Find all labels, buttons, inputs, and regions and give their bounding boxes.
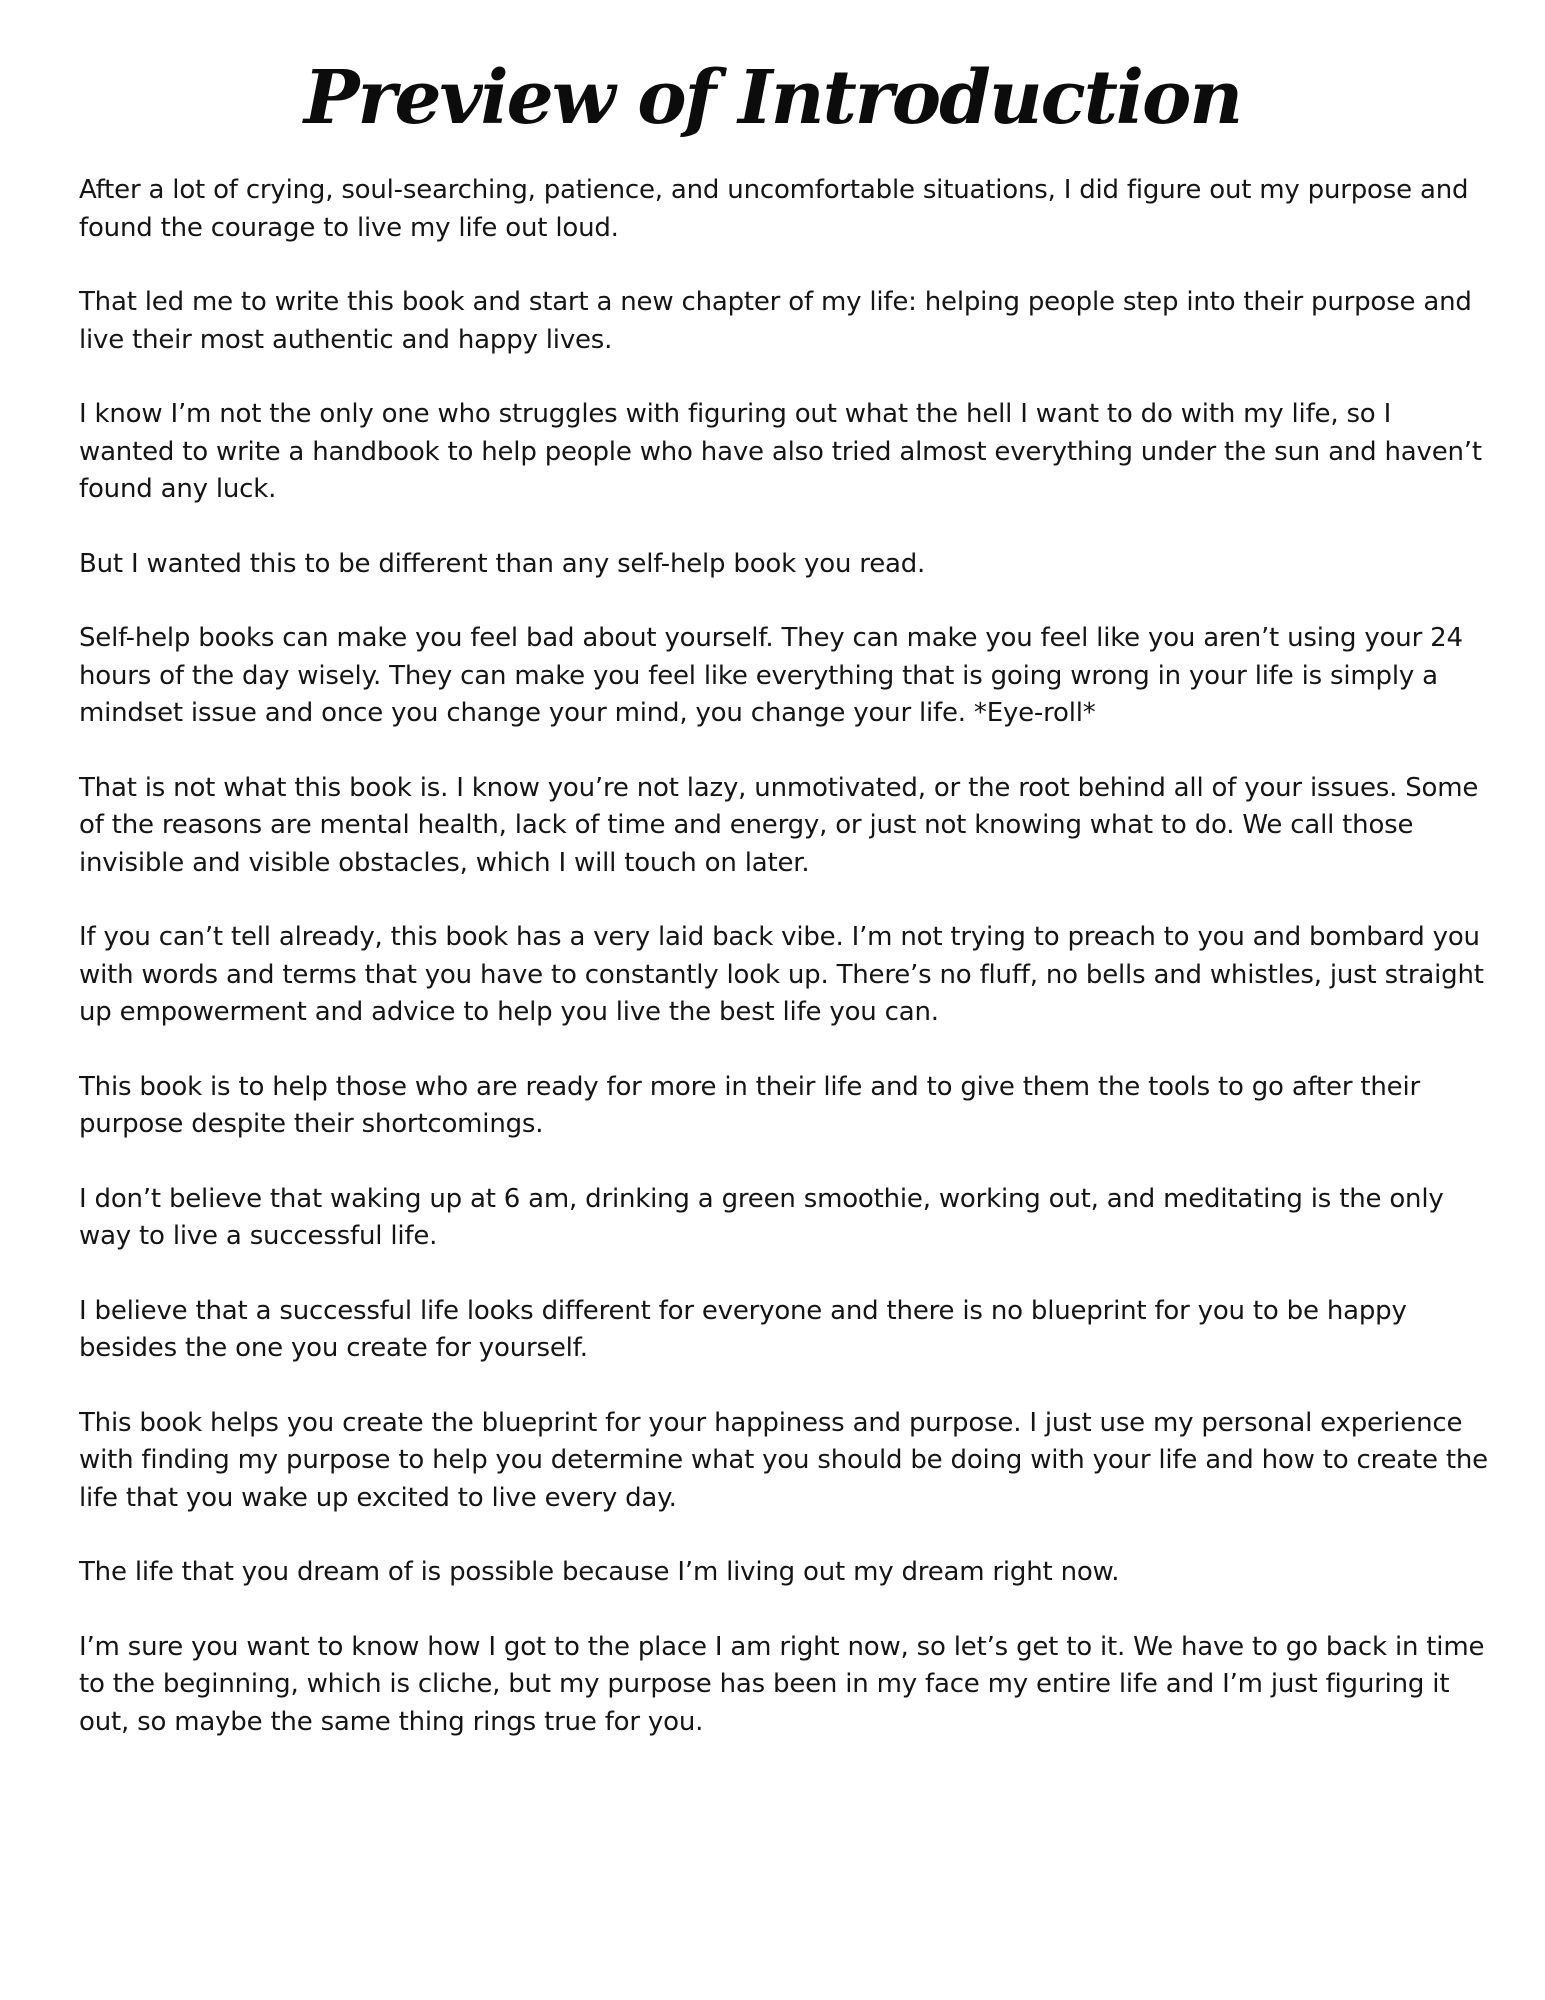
paragraph-6: That is not what this book is. I know you’re not lazy, unmotivated, or the root behind all of your issues. Some of the reasons are mental health, lack of time and energy, or just not knowing what to do. We call those invisible and visible obstacles, which I will touch on later.	[79, 772, 1479, 878]
paragraph-9: I don’t believe that waking up at 6 am, drinking a green smoothie, working out, and meditating is the only way to live a successful life.	[79, 1183, 1444, 1251]
paragraph-12: The life that you dream of is possible because I’m living out my dream right now.	[79, 1557, 1120, 1587]
body-text	[79, 172, 1489, 1778]
paragraph-5: Self-help books can make you feel bad about yourself. They can make you feel like you aren’t using your 24 hours of the day wisely. They can make you feel like everything that is going wrong in your life is simply a mindset issue and once you change your mind, you change your life. *Eye-roll*	[79, 623, 1463, 728]
paragraph-2: That led me to write this book and start a new chapter of my life: helping people step into their purpose and live their most authentic and happy lives.	[79, 287, 1472, 355]
paragraph-11: This book helps you create the blueprint for your happiness and purpose. I just use my personal experience with finding my purpose to help you determine what you should be doing with your life and how to create the life that you wake up excited to live every day.	[79, 1407, 1488, 1513]
paragraph-7: If you can’t tell already, this book has a very laid back vibe. I’m not trying to preach to you and bombard you with words and terms that you have to constantly look up. There’s no fluff, no bells and whistles, just straight up empowerment and advice to help you live the best life you can.	[79, 922, 1484, 1027]
paragraph-13: I’m sure you want to know how I got to the place I am right now, so let’s get to it. We have to go back in time to the beginning, which is cliche, but my purpose has been in my face my entire life and I’m just figuring it out, so maybe the same thing rings true for you.	[79, 1631, 1485, 1737]
paragraph-3: I know I’m not the only one who struggles with figuring out what the hell I want to do with my life, so I wanted to write a handbook to help people who have also tried almost everything under the sun and haven’t found any luck.	[79, 399, 1482, 504]
paragraph-10: I believe that a successful life looks different for everyone and there is no blueprint for you to be happy besides the one you create for yourself.	[79, 1295, 1407, 1363]
paragraph-1: After a lot of crying, soul-searching, patience, and uncomfortable situations, I did figure out my purpose and found the courage to live my life out loud.	[79, 175, 1469, 243]
paragraph-4: But I wanted this to be different than any self-help book you read.	[79, 548, 926, 579]
page-title: Preview of Introduction	[303, 55, 1242, 141]
paragraph-8: This book is to help those who are ready for more in their life and to give them the tools to go after their purpose despite their shortcomings.	[79, 1071, 1420, 1139]
